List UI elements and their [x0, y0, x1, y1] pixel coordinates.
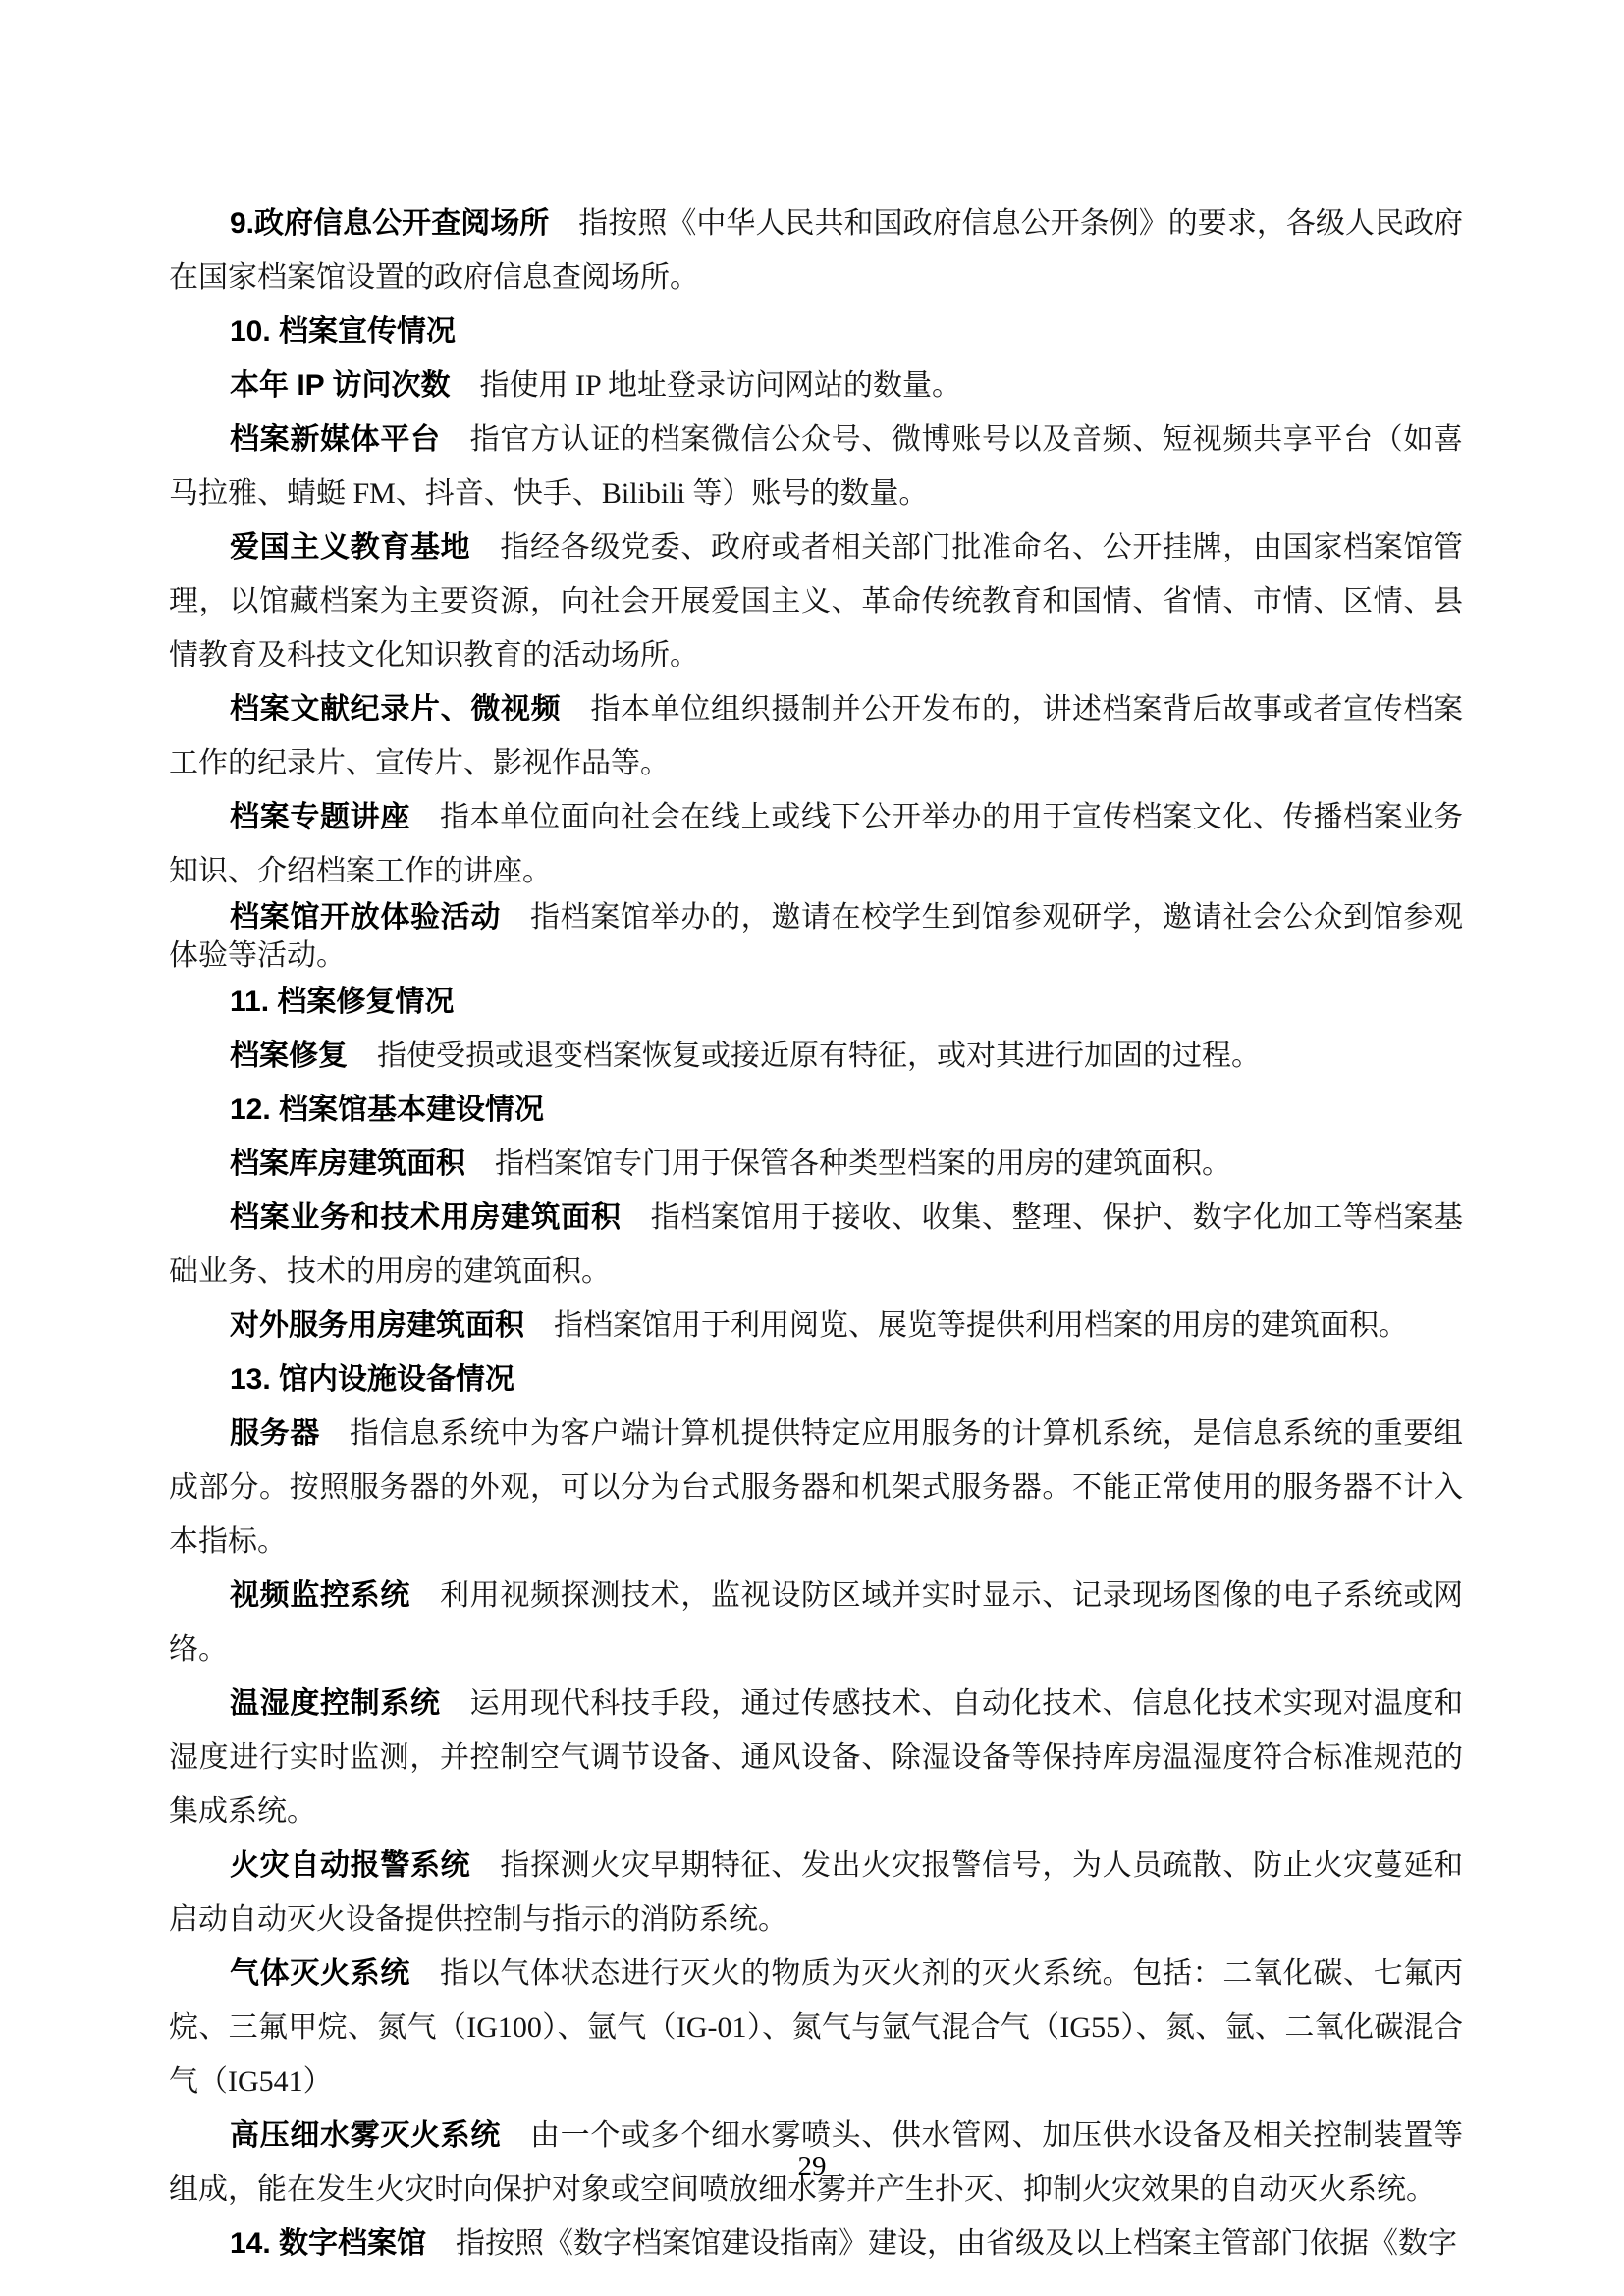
definition-text: 指探测火灾早期特征、发出火灾报警信号，为人员疏散、防止火灾蔓延和启动自动灭火设备提供控制与指示的消防系统。: [169, 1849, 1464, 1936]
term-label: 档案业务和技术用房建筑面积: [230, 1201, 622, 1234]
section-heading-label: 13. 馆内设施设备情况: [230, 1363, 515, 1396]
definition-text: 指档案馆用于接收、收集、整理、保护、数字化加工等档案基础业务、技术的用房的建筑面积。: [169, 1201, 1464, 1288]
term-label: 9.政府信息公开查阅场所: [230, 207, 550, 240]
definition-paragraph: [169, 1137, 1463, 1191]
term-label: 温湿度控制系统: [230, 1687, 441, 1720]
section-heading-label: 12. 档案馆基本建设情况: [230, 1094, 545, 1126]
term-label: 档案馆开放体验活动: [230, 901, 501, 934]
term-label: 本年 IP 访问次数: [230, 369, 451, 401]
definition-paragraph: [169, 1029, 1463, 1083]
term-label: 14. 数字档案馆: [230, 2227, 427, 2260]
term-label: 爱国主义教育基地: [230, 531, 471, 563]
definition-text: 由一个或多个细水雾喷头、供水管网、加压供水设备及相关控制装置等组成，能在发生火灾时向保护对象或空间喷放细水雾并产生扑灭、抑制火灾效果的自动灭火系统。: [169, 2119, 1463, 2206]
definition-text: 利用视频探测技术，监视设防区域并实时显示、记录现场图像的电子系统或网络。: [169, 1579, 1463, 1666]
term-label: 档案修复: [230, 1040, 348, 1072]
definition-paragraph: [169, 1839, 1463, 1947]
definition-paragraph: [169, 1407, 1463, 1569]
definition-text: 指使用 IP 地址登录访问网站的数量。: [479, 369, 962, 401]
definition-paragraph: [169, 412, 1463, 520]
definition-paragraph: [169, 2216, 1463, 2270]
definition-text: 指按照《中华人民共和国政府信息公开条例》的要求，各级人民政府在国家档案馆设置的政府信息查阅场所。: [169, 207, 1463, 294]
definition-text: 指档案馆专门用于保管各种类型档案的用房的建筑面积。: [495, 1148, 1231, 1180]
term-label: 视频监控系统: [230, 1579, 410, 1612]
definition-paragraph: [169, 1299, 1463, 1353]
definition-paragraph: [169, 1677, 1463, 1839]
definition-paragraph: [169, 898, 1463, 975]
definition-text: 指档案馆举办的，邀请在校学生到馆参观研学，邀请社会公众到馆参观体验等活动。: [169, 901, 1463, 972]
definition-paragraph: [169, 196, 1463, 304]
definition-text: 指本单位面向社会在线上或线下公开举办的用于宣传档案文化、传播档案业务知识、介绍档案工作的讲座。: [169, 801, 1463, 887]
section-heading: [169, 304, 1463, 358]
definition-text: 运用现代科技手段，通过传感技术、自动化技术、信息化技术实现对温度和湿度进行实时监测，并控制空气调节设备、通风设备、除湿设备等保持库房温湿度符合标准规范的集成系统。: [169, 1687, 1464, 1828]
section-heading: [169, 975, 1463, 1029]
section-heading: [169, 1353, 1463, 1407]
term-label: 气体灭火系统: [230, 1957, 410, 1990]
section-heading-label: 11. 档案修复情况: [230, 986, 455, 1018]
definition-paragraph: [169, 520, 1463, 682]
term-label: 档案专题讲座: [230, 801, 410, 833]
definition-text: 指使受损或退变档案恢复或接近原有特征，或对其进行加固的过程。: [377, 1040, 1261, 1072]
definition-text: 指档案馆用于利用阅览、展览等提供利用档案的用房的建筑面积。: [554, 1309, 1408, 1342]
definition-paragraph: [169, 682, 1463, 790]
definition-text: 指以气体状态进行灭火的物质为灭火剂的灭火系统。包括：二氧化碳、七氟丙烷、三氟甲烷、氮气（IG100）、氩气（IG-01）、氮气与氩气混合气（IG55）、氮、氩、二氧化碳混合气（IG541）: [169, 1957, 1463, 2098]
term-label: 火灾自动报警系统: [230, 1849, 471, 1882]
term-label: 档案库房建筑面积: [230, 1148, 465, 1180]
definition-text: 指经各级党委、政府或者相关部门批准命名、公开挂牌，由国家档案馆管理，以馆藏档案为主要资源，向社会开展爱国主义、革命传统教育和国情、省情、市情、区情、县情教育及科技文化知识教育的活动场所。: [169, 531, 1464, 671]
definition-paragraph: [169, 1191, 1463, 1299]
page-number: 29: [797, 2151, 827, 2182]
term-label: 高压细水雾灭火系统: [230, 2119, 501, 2152]
definition-paragraph: [169, 1947, 1463, 2109]
term-label: 档案新媒体平台: [230, 423, 441, 455]
definition-text: 指按照《数字档案馆建设指南》建设，由省级及以上档案主管部门依据《数字: [456, 2227, 1458, 2260]
section-heading: [169, 1083, 1463, 1137]
term-label: 对外服务用房建筑面积: [230, 1309, 524, 1342]
document-content: [169, 196, 1463, 2270]
definition-text: 指信息系统中为客户端计算机提供特定应用服务的计算机系统，是信息系统的重要组成部分。按照服务器的外观，可以分为台式服务器和机架式服务器。不能正常使用的服务器不计入本指标。: [169, 1417, 1463, 1558]
term-label: 服务器: [230, 1417, 320, 1450]
definition-paragraph: [169, 1569, 1463, 1677]
definition-text: 指官方认证的档案微信公众号、微博账号以及音频、短视频共享平台（如喜马拉雅、蜻蜓 FM、抖音、快手、Bilibili 等）账号的数量。: [169, 423, 1464, 509]
definition-paragraph: [169, 358, 1463, 412]
term-label: 档案文献纪录片、微视频: [230, 693, 562, 725]
definition-text: 指本单位组织摄制并公开发布的，讲述档案背后故事或者宣传档案工作的纪录片、宣传片、影视作品等。: [169, 693, 1464, 779]
definition-paragraph: [169, 790, 1463, 898]
section-heading-label: 10. 档案宣传情况: [230, 315, 457, 347]
